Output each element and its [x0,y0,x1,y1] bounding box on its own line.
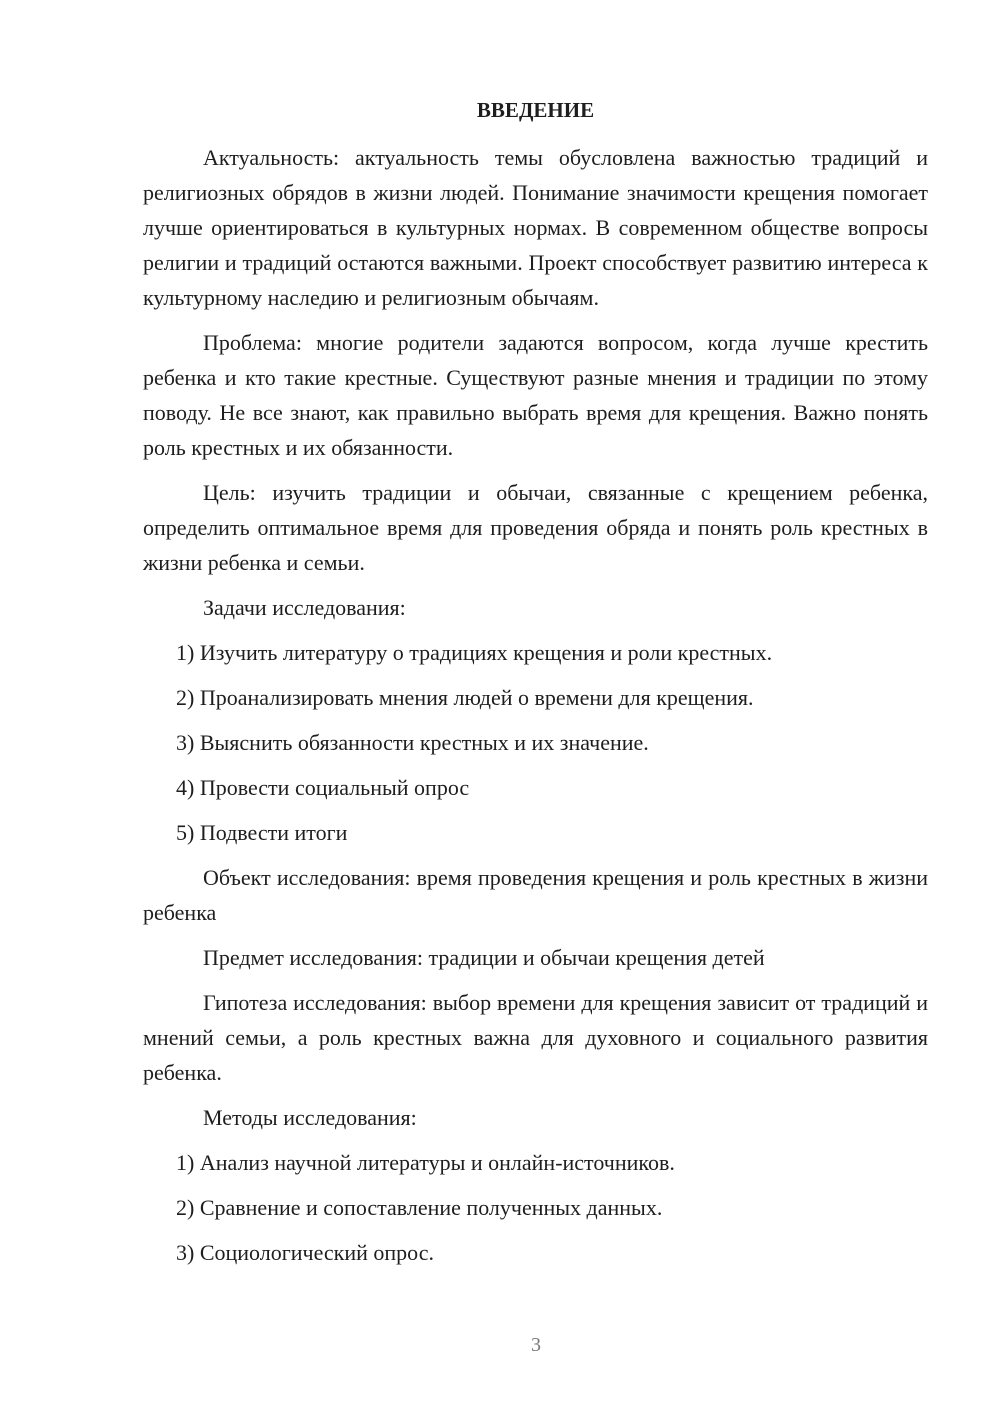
relevance-paragraph: Актуальность: актуальность темы обусловлена важностью традиций и религиозных обрядов в жизни людей. Понимание значимости крещения помогает лучше ориентироваться в культурных нормах. В современном обществе вопросы религии и традиций остаются важными. Проект способствует развитию интереса к культурному наследию и религиозным обычаям. [143,145,928,310]
methods-list [143,1100,928,1270]
method-item: 3) Социологический опрос. [176,1240,434,1265]
tasks-list [143,590,928,850]
subject-paragraph: Предмет исследования: традиции и обычаи крещения детей [203,945,765,970]
task-item: 1) Изучить литературу о традициях крещения и роли крестных. [176,640,773,665]
section-title: ВВЕДЕНИЕ [476,98,595,122]
document-page [143,95,928,1280]
object-paragraph: Объект исследования: время проведения крещения и роль крестных в жизни ребенка [143,865,928,925]
method-item: 1) Анализ научной литературы и онлайн-источников. [176,1150,675,1175]
methods-heading: Методы исследования: [203,1105,417,1130]
task-item: 5) Подвести итоги [176,820,348,845]
goal-paragraph: Цель: изучить традиции и обычаи, связанные с крещением ребенка, определить оптимальное время для проведения обряда и понять роль крестных в жизни ребенка и семьи. [143,480,928,575]
hypothesis-paragraph: Гипотеза исследования: выбор времени для крещения зависит от традиций и мнений семьи, а роль крестных важна для духовного и социального развития ребенка. [143,990,928,1085]
method-item: 2) Сравнение и сопоставление полученных данных. [176,1195,663,1220]
task-item: 3) Выяснить обязанности крестных и их значение. [176,730,649,755]
problem-paragraph: Проблема: многие родители задаются вопросом, когда лучше крестить ребенка и кто такие крестные. Существуют разные мнения и традиции по этому поводу. Не все знают, как правильно выбрать время для крещения. Важно понять роль крестных и их обязанности. [143,330,928,460]
task-item: 4) Провести социальный опрос [176,775,470,800]
page-number: 3 [531,1334,541,1356]
task-item: 2) Проанализировать мнения людей о времени для крещения. [176,685,754,710]
tasks-heading: Задачи исследования: [203,595,406,620]
